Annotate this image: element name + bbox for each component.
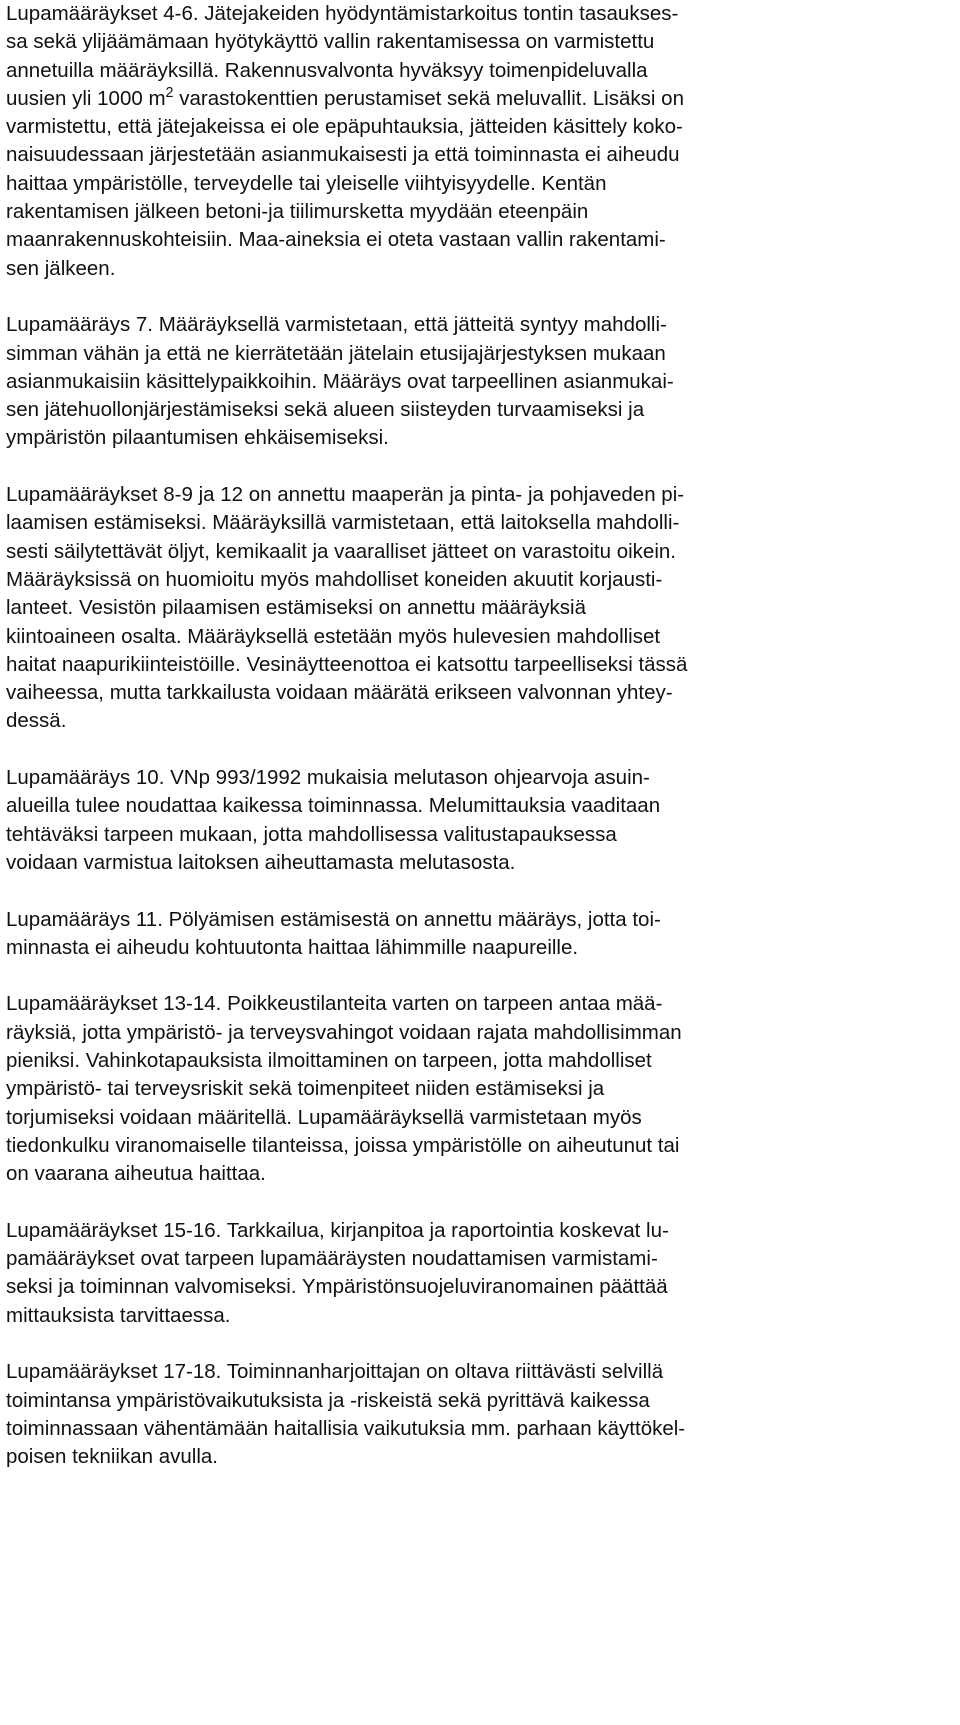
text-line: on vaarana aiheutua haittaa.	[6, 1162, 266, 1186]
text-line: pamääräykset ovat tarpeen lupamääräysten noudattamisen varmistami-	[6, 1247, 658, 1271]
text-line: pieniksi. Vahinkotapauksista ilmoittaminen on tarpeen, jotta mahdolliset	[6, 1048, 652, 1072]
text-line: lanteet. Vesistön pilaamisen estämiseksi on annettu määräyksiä	[6, 596, 587, 620]
text-line: rakentamisen jälkeen betoni-ja tiilimursketta myydään eteenpäin	[6, 200, 589, 224]
text-line: mittauksista tarvittaessa.	[6, 1303, 231, 1327]
text-line: haitat naapurikiinteistöille. Vesinäytteenottoa ei katsottu tarpeelliseksi tässä	[6, 652, 688, 676]
text-line: voidaan varmistua laitoksen aiheuttamasta melutasosta.	[6, 850, 516, 874]
text-line: sen jätehuollonjärjestämiseksi sekä alueen siisteyden turvaamiseksi ja	[6, 398, 645, 422]
text-line: alueilla tulee noudattaa kaikessa toiminnassa. Melumittauksia vaaditaan	[6, 794, 661, 818]
text-line: ympäristön pilaantumisen ehkäisemiseksi.	[6, 426, 389, 450]
text-line: Lupamääräys 10. VNp 993/1992 mukaisia melutason ohjearvoja asuin-	[6, 766, 650, 790]
text-line: seksi ja toiminnan valvomiseksi. Ympäristönsuojeluviranomainen päättää	[6, 1275, 668, 1299]
text-line: kiintoaineen osalta. Määräyksellä estetään myös hulevesien mahdolliset	[6, 624, 661, 648]
text-line: haittaa ympäristölle, terveydelle tai yleiselle viihtyisyydelle. Kentän	[6, 171, 607, 195]
text-line: toimintansa ympäristövaikutuksista ja -riskeistä sekä pyrittävä kaikessa	[6, 1388, 650, 1412]
document-page	[6, 0, 954, 1500]
text-line: sen jälkeen.	[6, 256, 116, 280]
text-line: tehtäväksi tarpeen mukaan, jotta mahdollisessa valitustapauksessa	[6, 822, 617, 846]
text-line	[6, 85, 954, 113]
paragraph	[6, 311, 954, 452]
text-line: Lupamääräykset 4-6. Jätejakeiden hyödyntämistarkoitus tontin tasaukses-	[6, 2, 679, 25]
text-line: Lupamääräykset 17-18. Toiminnanharjoittajan on oltava riittävästi selvillä	[6, 1360, 664, 1384]
text-line: dessä.	[6, 709, 67, 733]
paragraph	[6, 0, 954, 283]
paragraph	[6, 990, 954, 1188]
text-line: simman vähän ja että ne kierrätetään jätelain etusijajärjestyksen mukaan	[6, 341, 666, 365]
text-line: vaiheessa, mutta tarkkailusta voidaan määrätä erikseen valvonnan yhtey-	[6, 681, 673, 705]
text-line: laamisen estämiseksi. Määräyksillä varmistetaan, että laitoksella mahdolli-	[6, 511, 680, 535]
text-line: maanrakennuskohteisiin. Maa-aineksia ei oteta vastaan vallin rakentami-	[6, 228, 666, 252]
text-line: Määräyksissä on huomioitu myös mahdolliset koneiden akuutit korjausti-	[6, 567, 663, 591]
paragraph	[6, 1358, 954, 1471]
text-line: Lupamääräys 7. Määräyksellä varmistetaan, että jätteitä syntyy mahdolli-	[6, 313, 667, 337]
text-line: Lupamääräykset 13-14. Poikkeustilanteita varten on tarpeen antaa mää-	[6, 992, 663, 1016]
text-line: varmistettu, että jätejakeissa ei ole epäpuhtauksia, jätteiden käsittely koko-	[6, 115, 683, 139]
paragraph	[6, 481, 954, 736]
text-line: asianmukaisiin käsittelypaikkoihin. Määräys ovat tarpeellinen asianmukai-	[6, 369, 674, 393]
paragraph	[6, 764, 954, 877]
text-line: naisuudessaan järjestetään asianmukaisesti ja että toiminnasta ei aiheudu	[6, 143, 680, 167]
text-line: toiminnassaan vähentämään haitallisia vaikutuksia mm. parhaan käyttökel-	[6, 1416, 686, 1440]
text-line: poisen tekniikan avulla.	[6, 1445, 218, 1469]
text-fragment: varastokenttien perustamiset sekä meluvallit. Lisäksi on	[173, 86, 684, 110]
text-line: sa sekä ylijäämämaan hyötykäyttö vallin rakentamisessa on varmistettu	[6, 30, 655, 54]
text-line: Lupamääräykset 15-16. Tarkkailua, kirjanpitoa ja raportointia koskevat lu-	[6, 1218, 669, 1242]
text-line: ympäristö- tai terveysriskit sekä toimenpiteet niiden estämiseksi ja	[6, 1077, 605, 1101]
text-line: tiedonkulku viranomaiselle tilanteissa, joissa ympäristölle on aiheutunut tai	[6, 1133, 680, 1157]
text-line: minnasta ei aiheudu kohtuutonta haittaa lähimmille naapureille.	[6, 935, 579, 959]
paragraph	[6, 906, 954, 963]
text-fragment: uusien yli 1000 m	[6, 86, 166, 110]
superscript: 2	[165, 85, 174, 101]
text-line: annetuilla määräyksillä. Rakennusvalvonta hyväksyy toimenpideluvalla	[6, 58, 648, 82]
text-line: Lupamääräykset 8-9 ja 12 on annettu maaperän ja pinta- ja pohjaveden pi-	[6, 483, 685, 507]
text-line: sesti säilytettävät öljyt, kemikaalit ja vaaralliset jätteet on varastoitu oikein.	[6, 539, 676, 563]
text-line: torjumiseksi voidaan määritellä. Lupamääräyksellä varmistetaan myös	[6, 1105, 642, 1129]
paragraph	[6, 1217, 954, 1330]
text-line: Lupamääräys 11. Pölyämisen estämisestä on annettu määräys, jotta toi-	[6, 907, 661, 931]
text-line: räyksiä, jotta ympäristö- ja terveysvahingot voidaan rajata mahdollisimman	[6, 1020, 682, 1044]
